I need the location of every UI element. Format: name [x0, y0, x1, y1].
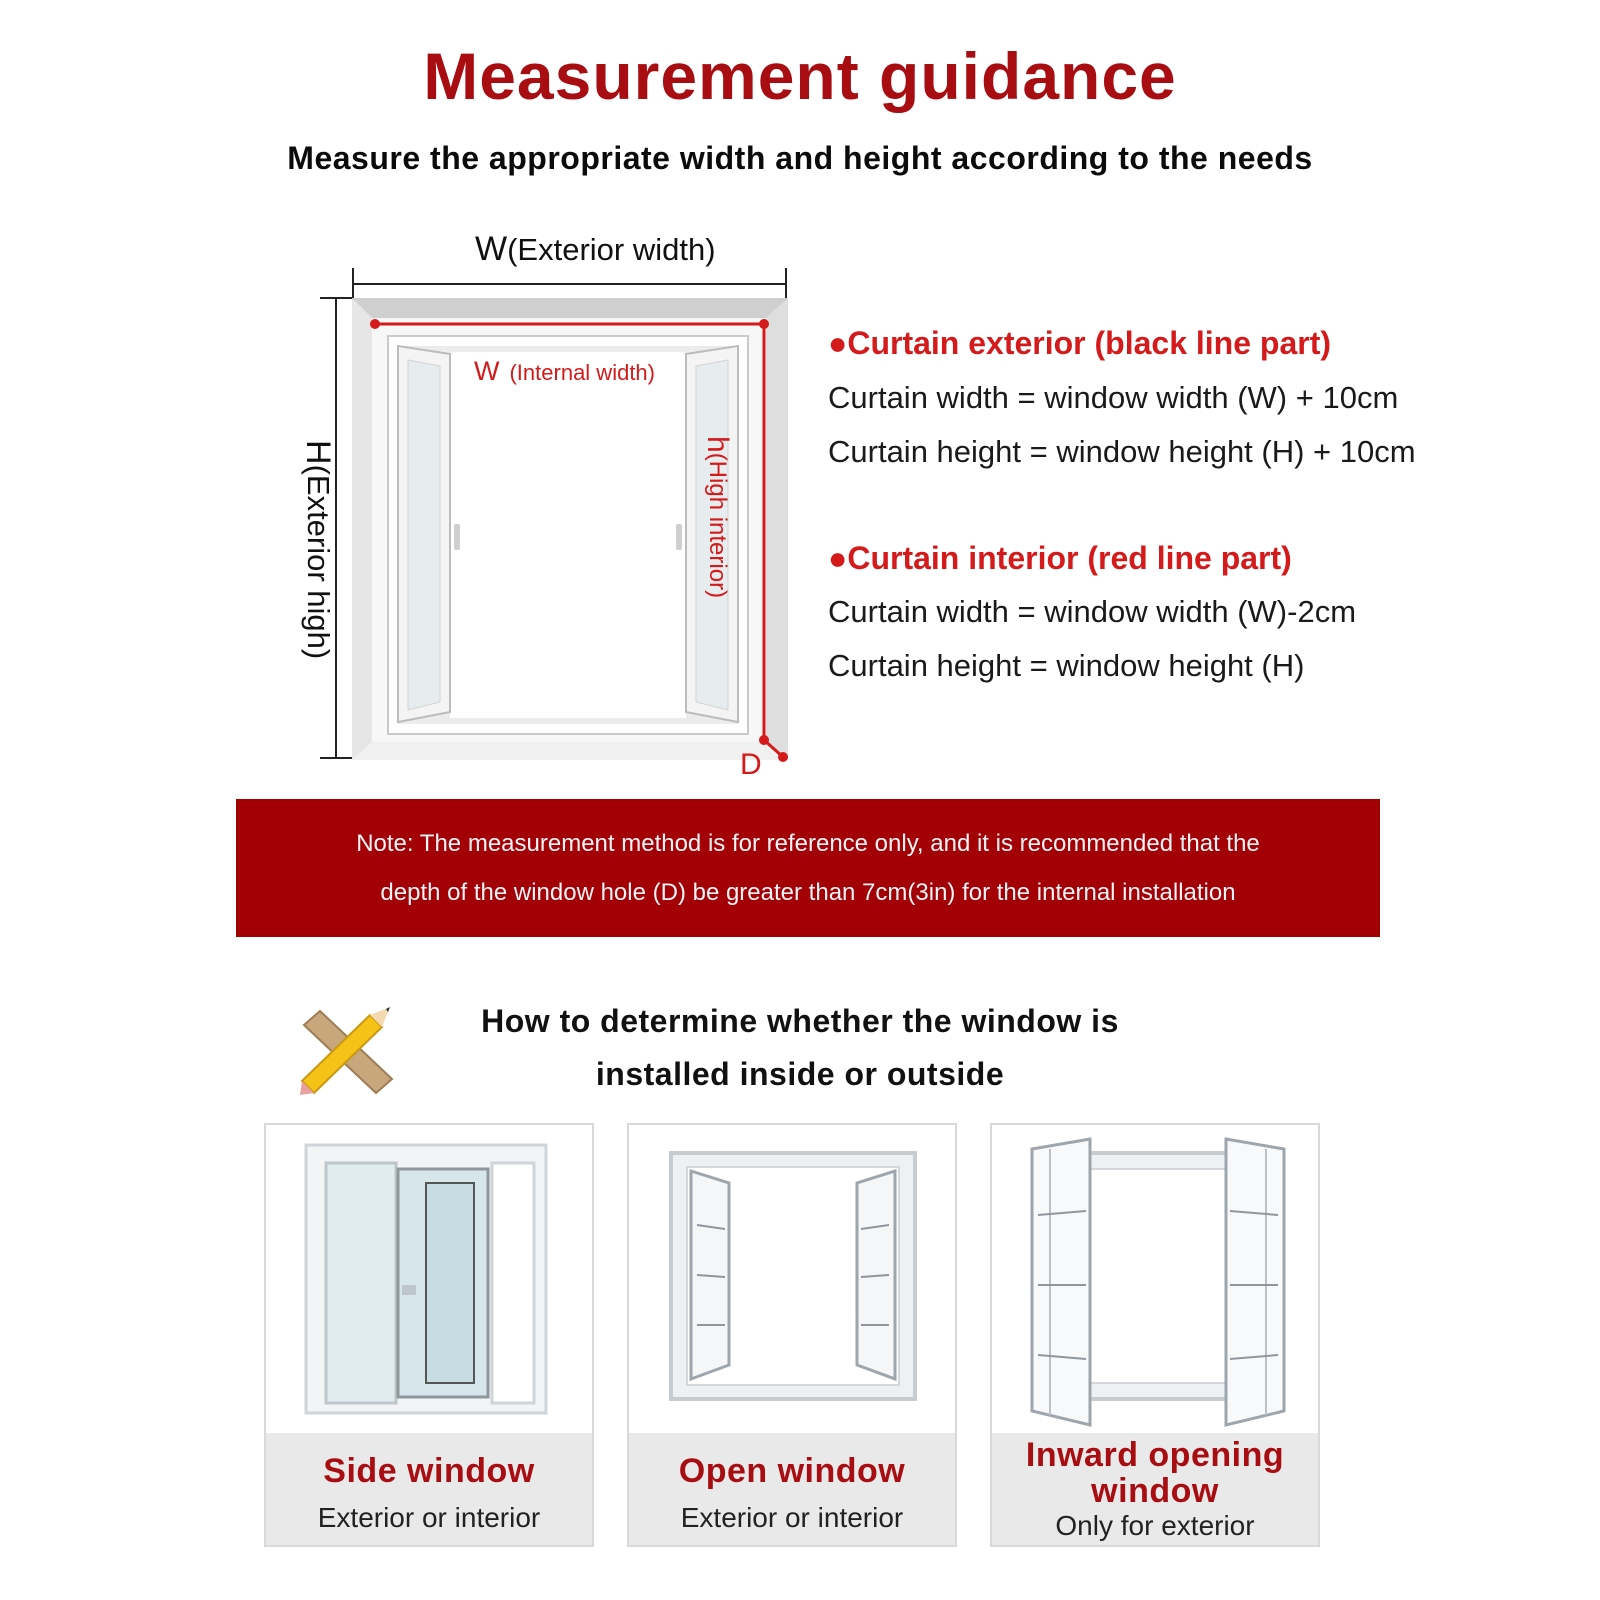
card-title: Side window — [323, 1452, 535, 1490]
install-question: How to determine whether the window is installed inside or outside — [481, 1003, 1119, 1092]
card-caption — [629, 1433, 955, 1545]
note-banner — [236, 799, 1380, 937]
depth-label: D — [740, 748, 762, 781]
open-window-icon — [629, 1125, 955, 1437]
card-subtitle: Exterior or interior — [317, 1502, 541, 1533]
page-title: Measurement guidance — [423, 39, 1177, 113]
interior-height-formula: Curtain height = window height (H) — [828, 648, 1305, 683]
card-side-window — [264, 1123, 594, 1547]
card-title: Open window — [678, 1452, 906, 1490]
window-measure-diagram — [0, 0, 800, 790]
note-line-1: Note: The measurement method is for reference only, and it is recommended that the — [356, 830, 1260, 857]
internal-width-label: W (Internal width) — [474, 356, 655, 386]
interior-heading: ●Curtain interior (red line part) — [828, 540, 1292, 576]
exterior-heading: ●Curtain exterior (black line part) — [828, 325, 1331, 361]
exterior-width-label: W(Exterior width) — [475, 230, 716, 268]
card-caption — [992, 1433, 1318, 1545]
card-caption — [266, 1433, 592, 1545]
exterior-height-formula: Curtain height = window height (H) + 10cm — [828, 434, 1416, 469]
exterior-width-formula: Curtain width = window width (W) + 10cm — [828, 380, 1399, 415]
note-line-2: depth of the window hole (D) be greater than 7cm(3in) for the internal installation — [380, 879, 1236, 906]
exterior-height-label: H(Exterior high) — [299, 440, 337, 660]
card-subtitle: Exterior or interior — [680, 1502, 904, 1533]
card-title-line-1: Inward opening — [1025, 1436, 1285, 1474]
card-subtitle: Only for exterior — [1055, 1510, 1255, 1541]
interior-width-formula: Curtain width = window width (W)-2cm — [828, 594, 1357, 629]
pencil-ruler-icon — [296, 1003, 396, 1099]
page-subtitle: Measure the appropriate width and height according to the needs — [287, 140, 1313, 176]
card-inward-window — [990, 1123, 1320, 1547]
card-title-line-2: window — [1091, 1472, 1219, 1510]
card-open-window — [627, 1123, 957, 1547]
sliding-window-icon — [266, 1125, 592, 1437]
inward-window-icon — [992, 1125, 1318, 1437]
interior-height-label: h(High interior) — [701, 436, 734, 599]
